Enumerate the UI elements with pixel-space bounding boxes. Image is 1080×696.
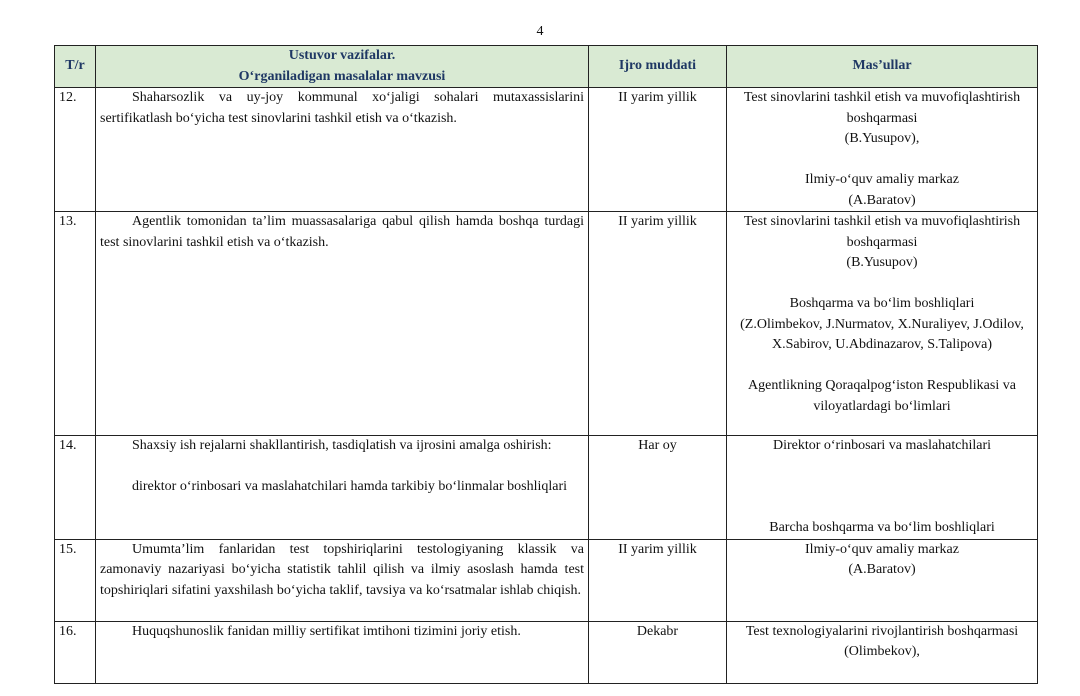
responsible-unit: Test texnologiyalarini rivojlantirish boshqarmasi: [745, 623, 1019, 639]
task-text: direktor o‘rinbosari va maslahatchilari hamda tarkibiy bo‘linmalar boshliqlari: [132, 479, 568, 494]
responsible-person: (A.Baratov): [848, 192, 916, 208]
responsible-unit: Agentlikning Qoraqalpog‘iston Respublikasi va viloyatlardagi bo‘limlari: [748, 378, 1016, 414]
responsible-person: (Olimbekov),: [844, 644, 920, 659]
row-number: 13.: [55, 212, 96, 436]
row-number: 12.: [55, 88, 96, 212]
responsible-unit: Test sinovlarini tashkil etish va muvofiqlashtirish boshqarmasi: [743, 90, 1021, 126]
responsible-unit: Test sinovlarini tashkil etish va muvofiqlashtirish boshqarmasi: [743, 214, 1021, 250]
table-header-row: [55, 46, 1038, 88]
row-task: [96, 539, 589, 621]
header-responsible: Mas’ullar: [727, 46, 1038, 88]
row-deadline: Har oy: [589, 436, 727, 540]
header-task-line1: Ustuvor vazifalar.: [288, 48, 396, 63]
task-text: Umumta’lim fanlaridan test topshiriqlarini testologiyaning klassik va zamonaviy nazariyasi bo‘yicha statistik tahlil qilish va ilmiy asoslash hamda test topshiriqlari sifatini yaxshilash bo‘yicha taklif, tavsiya va ko‘rsatmalar ishlab chiqish.: [100, 541, 584, 598]
table-row: [55, 621, 1038, 683]
responsible-unit: Ilmiy-o‘quv amaliy markaz: [805, 172, 959, 187]
row-deadline: II yarim yillik: [589, 539, 727, 621]
table-row: [55, 436, 1038, 540]
row-deadline: II yarim yillik: [589, 88, 727, 212]
responsible-person: (A.Baratov): [848, 562, 916, 577]
responsible-unit: Ilmiy-o‘quv amaliy markaz: [805, 541, 959, 557]
row-number: 15.: [55, 539, 96, 621]
row-deadline: Dekabr: [589, 621, 727, 683]
row-responsible: [727, 88, 1038, 212]
responsible-unit: Direktor o‘rinbosari va maslahatchilari: [772, 438, 992, 453]
row-task: [96, 88, 589, 212]
responsible-unit: Barcha boshqarma va bo‘lim boshliqlari: [769, 520, 995, 535]
responsible-person: (B.Yusupov),: [844, 131, 920, 146]
row-responsible: [727, 621, 1038, 683]
header-num: T/r: [55, 46, 96, 88]
table-row: [55, 539, 1038, 621]
row-number: 14.: [55, 436, 96, 540]
row-task: [96, 436, 589, 540]
row-responsible: [727, 212, 1038, 436]
page-number: 4: [536, 24, 544, 39]
table-row: [55, 88, 1038, 212]
header-task: [96, 46, 589, 88]
row-responsible: [727, 436, 1038, 540]
row-task: [96, 212, 589, 436]
responsible-person: (Z.Olimbekov, J.Nurmatov, X.Nuraliyev, J.Odilov, X.Sabirov, U.Abdinazarov, S.Talipova): [740, 316, 1024, 352]
row-number: 16.: [55, 621, 96, 683]
row-task: [96, 621, 589, 683]
task-text: Shaxsiy ish rejalarni shakllantirish, tasdiqlatish va ijrosini amalga oshirish:: [132, 438, 552, 453]
task-text: Shaharsozlik va uy-joy kommunal xo‘jaligi sohalari mutaxassislarini sertifikatlash bo‘yicha test sinovlarini tashkil etish va o‘tkazish.: [100, 90, 584, 126]
header-task-line2: O‘rganiladigan masalalar mavzusi: [238, 68, 446, 84]
responsible-unit: Boshqarma va bo‘lim boshliqlari: [789, 296, 975, 311]
table-row: [55, 212, 1038, 436]
responsible-person: (B.Yusupov): [846, 255, 918, 270]
header-deadline: Ijro muddati: [589, 46, 727, 88]
row-responsible: [727, 539, 1038, 621]
row-deadline: II yarim yillik: [589, 212, 727, 436]
work-plan-table: [54, 45, 1038, 684]
task-text: Agentlik tomonidan ta’lim muassasalariga qabul qilish hamda boshqa turdagi test sinovlarini tashkil etish va o‘tkazish.: [100, 214, 584, 250]
task-text: Huquqshunoslik fanidan milliy sertifikat imtihoni tizimini joriy etish.: [132, 623, 521, 639]
